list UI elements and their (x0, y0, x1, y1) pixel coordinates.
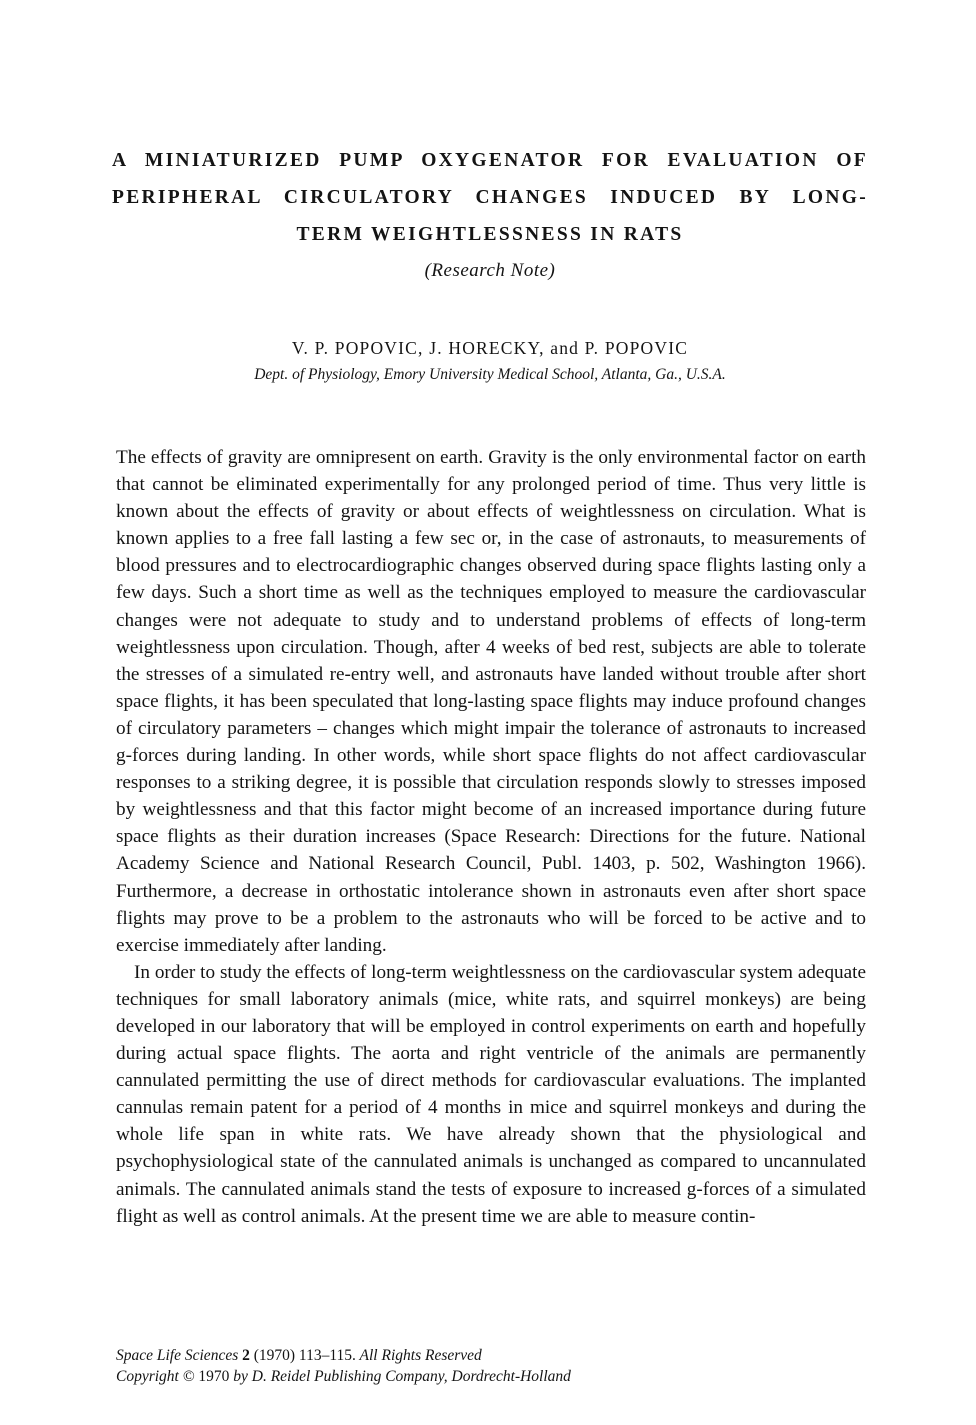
copyright-prefix: Copyright © (116, 1368, 195, 1385)
body-paragraph-1: The effects of gravity are omnipresent on earth. Gravity is the only environmental factor on earth that cannot be eliminated experimentally for any prolonged period of time. Thus very little is known about the effects of gravity or about effects of weightlessness on circulation. What is known applies to a free fall lasting a few sec or, in the case of astronauts, to measurements of blood pressures and to electrocardiographic changes observed during space flights lasting only a few days. Such a short time as well as the techniques employed to measure the cardiovascular changes were not adequate to study and to understand problems of effects of long-term weightlessness upon circulation. Though, after 4 weeks of bed rest, subjects are able to tolerate the stresses of a simulated re-entry well, and astronauts have landed without trouble after short space flights, it has been speculated that long-lasting space flights may induce profound changes of circulatory parameters – changes which might impair the tolerance of astronauts to increased g-forces during landing. In other words, while short space flights do not affect cardiovascular responses to a striking degree, it is possible that circulation responds slowly to stresses imposed by weightlessness and that this factor might become of an increased importance during future space flights as their duration increases (Space Research: Directions for the future. National Academy Science and National Research Council, Publ. 1403, p. 502, Washington 1966). Furthermore, a decrease in orthostatic intolerance shown in astronauts even after short space flights may prove to be a problem to the astronauts who will be forced to be active and to exercise immediately after landing. (116, 447, 866, 956)
title-line-3: TERM WEIGHTLESSNESS IN RATS (296, 224, 684, 245)
journal-name: Space Life Sciences (116, 1347, 239, 1364)
body-paragraph-2: In order to study the effects of long-term weightlessness on the cardiovascular system adequate techniques for small laboratory animals (mice, white rats, and squirrel monkeys) are being developed in our laboratory that will be employed in control experiments on earth and hopefully during actual space flights. The aorta and right ventricle of the animals are permanently cannulated permitting the use of direct methods for cardiovascular evaluations. The implanted cannulas remain patent for a period of 4 months in mice and squirrel monkeys and during the whole life span in white rats. We have already shown that the physiological and psychophysiological state of the cannulated animals is unchanged as compared to uncannulated animals. The cannulated animals stand the tests of exposure to increased g-forces of a simulated flight as well as control animals. At the present time we are able to measure contin- (116, 961, 866, 1227)
rights-statement: All Rights Reserved (359, 1347, 482, 1364)
article-subtitle: (Research Note) (424, 260, 556, 281)
journal-year-pages: (1970) 113–115. (253, 1347, 356, 1364)
page-footer (116, 1345, 866, 1387)
title-block (112, 142, 868, 285)
title-line-1: A MINIATURIZED PUMP OXYGENATOR FOR EVALUATION OF (112, 150, 868, 171)
copyright-year: 1970 (198, 1368, 230, 1385)
author-list: V. P. POPOVIC, J. HORECKY, and P. POPOVIC (291, 338, 689, 358)
copyright-line (116, 1366, 866, 1387)
journal-volume: 2 (242, 1347, 250, 1364)
article-body (116, 444, 866, 1230)
title-line-2: PERIPHERAL CIRCULATORY CHANGES INDUCED BY LONG- (112, 187, 868, 208)
citation-line (116, 1345, 866, 1366)
publisher-name: by D. Reidel Publishing Company, Dordrecht-Holland (233, 1368, 571, 1385)
author-affiliation: Dept. of Physiology, Emory University Medical School, Atlanta, Ga., U.S.A. (254, 366, 726, 383)
